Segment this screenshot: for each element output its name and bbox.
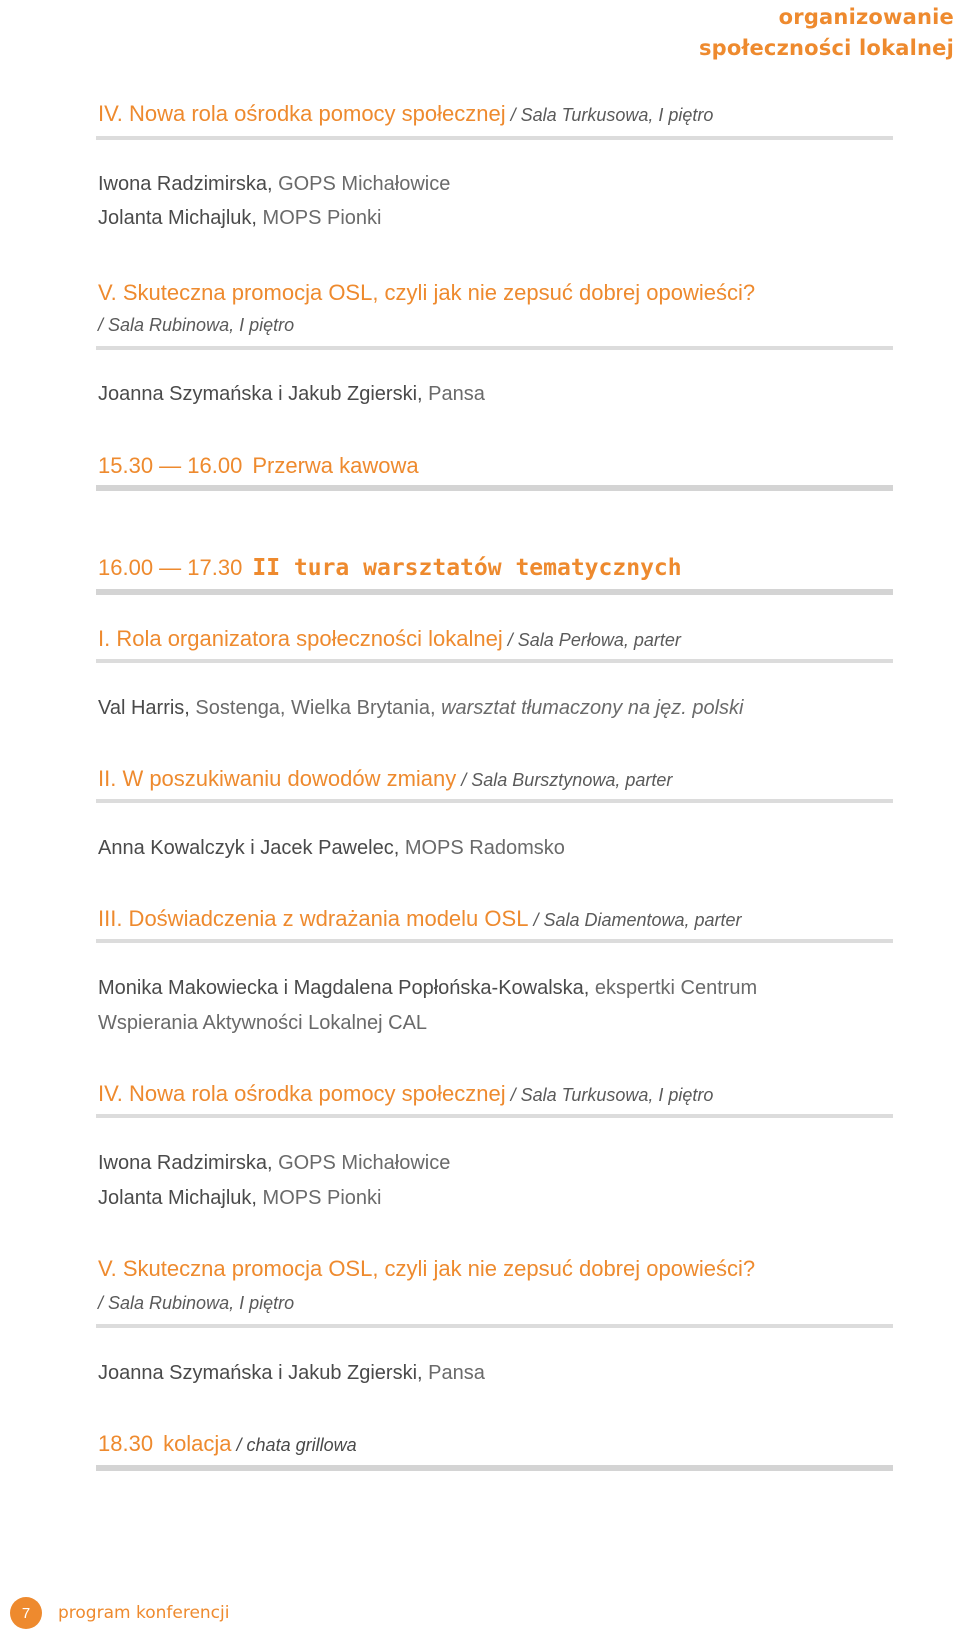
speaker-line: [98, 207, 381, 230]
speaker-affiliation: Wspierania Aktywności Lokalnej CAL: [98, 1012, 428, 1034]
speaker-name: Val Harris,: [98, 697, 196, 719]
speaker-affiliation: MOPS Radomsko: [404, 837, 565, 859]
workshop-room: / Sala Rubinowa, I piętro: [98, 1293, 295, 1313]
speaker-name: Anna Kowalczyk i Jacek Pawelec,: [98, 837, 405, 859]
divider: [96, 1114, 893, 1118]
workshop-title: II. W poszukiwaniu dowodów zmiany: [98, 766, 457, 791]
divider: [96, 136, 893, 140]
speaker-name: Iwona Radzimirska,: [98, 173, 279, 195]
speaker-line: [98, 837, 565, 860]
workshop-title: III. Doświadczenia z wdrażania modelu OSL: [98, 906, 529, 931]
schedule-event: Przerwa kawowa: [252, 453, 419, 478]
speaker-affiliation: Pansa: [428, 383, 485, 405]
workshop-title: V. Skuteczna promocja OSL, czyli jak nie zepsuć dobrej opowieści?: [98, 280, 756, 305]
speaker-line: [98, 1362, 485, 1385]
workshop-title: V. Skuteczna promocja OSL, czyli jak nie zepsuć dobrej opowieści?: [98, 1256, 756, 1281]
speaker-name: Monika Makowiecka i Magdalena Popłońska-Kowalska,: [98, 977, 595, 999]
speaker-affiliation: GOPS Michałowice: [278, 173, 451, 195]
page-footer: [10, 1597, 229, 1629]
speaker-line: [98, 977, 757, 1000]
speaker-affiliation: MOPS Pionki: [262, 1187, 382, 1209]
workshop-heading: [98, 626, 681, 652]
section-title-line2: społeczności lokalnej: [698, 36, 954, 60]
speaker-name: Jolanta Michajluk,: [98, 207, 263, 229]
schedule-event: kolacja: [163, 1431, 232, 1456]
workshop-room: / Sala Rubinowa, I piętro: [98, 315, 295, 335]
schedule-location: / chata grillowa: [231, 1435, 357, 1455]
section-title: [699, 2, 954, 64]
schedule-item-round-two: [98, 555, 682, 581]
speaker-line: [98, 383, 485, 406]
speaker-line: [98, 1187, 381, 1210]
speaker-affiliation: Pansa: [428, 1362, 485, 1384]
speaker-line: [98, 697, 743, 720]
speaker-affiliation: MOPS Pionki: [262, 207, 382, 229]
divider: [96, 1324, 893, 1328]
divider: [96, 939, 893, 943]
divider: [96, 1465, 893, 1471]
speaker-line: [98, 1012, 427, 1035]
schedule-time: 16.00 — 17.30: [98, 555, 243, 580]
speaker-line: [98, 1152, 450, 1175]
section-title-line1: organizowanie: [778, 5, 954, 29]
speaker-name: Iwona Radzimirska,: [98, 1152, 279, 1174]
schedule-time: 18.30: [98, 1431, 154, 1456]
workshop-room: / Sala Turkusowa, I piętro: [505, 105, 714, 125]
workshop-room: / Sala Diamentowa, parter: [528, 910, 742, 930]
divider: [96, 346, 893, 350]
divider: [96, 485, 893, 491]
speaker-line: [98, 173, 450, 196]
speaker-name: Joanna Szymańska i Jakub Zgierski,: [98, 1362, 429, 1384]
page-number-badge: 7: [10, 1597, 42, 1629]
speaker-name: Joanna Szymańska i Jakub Zgierski,: [98, 383, 429, 405]
workshop-title: I. Rola organizatora społeczności lokalnej: [98, 626, 503, 651]
divider: [96, 659, 893, 663]
divider: [96, 799, 893, 803]
speaker-name: Jolanta Michajluk,: [98, 1187, 263, 1209]
schedule-event: II tura warsztatów tematycznych: [252, 555, 682, 581]
workshop-heading: [98, 906, 742, 932]
workshop-room: / Sala Bursztynowa, parter: [456, 770, 673, 790]
divider: [96, 589, 893, 595]
speaker-affiliation: Sostenga, Wielka Brytania,: [195, 697, 442, 719]
workshop-heading: [98, 766, 672, 792]
speaker-note: warsztat tłumaczony na jęz. polski: [441, 697, 744, 719]
workshop-title: IV. Nowa rola ośrodka pomocy społecznej: [98, 1081, 506, 1106]
speaker-affiliation: ekspertki Centrum: [594, 977, 758, 999]
schedule-time: 15.30 — 16.00: [98, 453, 243, 478]
workshop-title: IV. Nowa rola ośrodka pomocy społecznej: [98, 101, 506, 126]
schedule-item-coffee-break: [98, 453, 419, 479]
speaker-affiliation: GOPS Michałowice: [278, 1152, 451, 1174]
footer-label: program konferencji: [58, 1603, 230, 1623]
workshop-heading: [98, 101, 713, 127]
workshop-room: / Sala Turkusowa, I piętro: [505, 1085, 714, 1105]
workshop-heading: [98, 1081, 713, 1107]
workshop-room: / Sala Perłowa, parter: [502, 630, 681, 650]
schedule-item-dinner: [98, 1431, 357, 1457]
